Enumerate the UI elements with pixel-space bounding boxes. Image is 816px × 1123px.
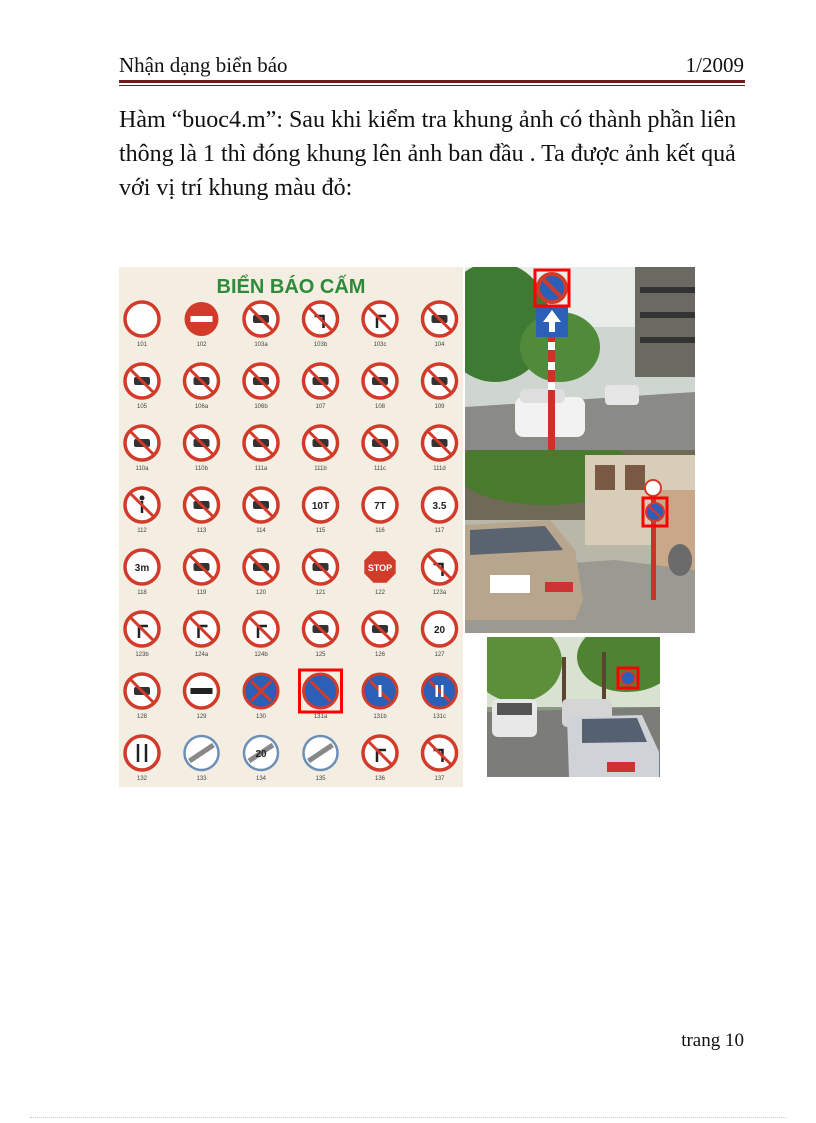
sign-125 bbox=[304, 612, 338, 658]
sign-text: 10T bbox=[311, 501, 330, 512]
sign-code: 113 bbox=[196, 528, 207, 534]
sign-121 bbox=[304, 550, 338, 596]
sign-code: 111a bbox=[254, 466, 268, 472]
sign-code: 123b bbox=[135, 652, 149, 658]
sign-code: 107 bbox=[315, 404, 326, 410]
sign-113 bbox=[185, 488, 219, 534]
sign-text: STOP bbox=[367, 563, 393, 573]
sign-code: 115 bbox=[315, 528, 326, 534]
sign-124b bbox=[244, 612, 278, 658]
sign-text: 20 bbox=[255, 749, 267, 760]
sign-131c bbox=[423, 674, 457, 720]
sign-110b bbox=[185, 426, 219, 472]
sign-chart-svg bbox=[119, 267, 463, 787]
sign-134 bbox=[244, 736, 278, 782]
sign-111a bbox=[244, 426, 278, 472]
sign-code: 104 bbox=[434, 342, 445, 348]
sign-chart bbox=[119, 267, 463, 787]
sign-code: 111c bbox=[373, 466, 387, 472]
sign-106b bbox=[244, 364, 278, 410]
sign-132 bbox=[125, 736, 159, 782]
sign-code: 121 bbox=[315, 590, 326, 596]
sign-122 bbox=[364, 551, 395, 596]
sign-106a bbox=[185, 364, 219, 410]
sign-101 bbox=[125, 302, 159, 348]
sign-code: 112 bbox=[137, 528, 147, 534]
sign-code: 105 bbox=[136, 404, 148, 410]
sign-code: 133 bbox=[196, 776, 207, 782]
sign-137 bbox=[423, 736, 457, 782]
sign-code: 101 bbox=[136, 342, 148, 348]
sign-code: 124a bbox=[194, 652, 209, 658]
sign-code: 102 bbox=[196, 342, 207, 348]
footer-dotted-line bbox=[30, 1117, 786, 1118]
sign-136 bbox=[363, 736, 397, 782]
sign-text: 7T bbox=[374, 501, 386, 512]
sign-128 bbox=[125, 674, 159, 720]
sign-code: 134 bbox=[255, 776, 267, 782]
result-figure bbox=[119, 267, 695, 787]
sign-code: 123a bbox=[432, 590, 447, 596]
body-paragraph: Hàm “buoc4.m”: Sau khi kiểm tra khung ảnh có thành phần liên thông là 1 thì đóng khung lên ảnh ban đầu . Ta được ảnh kết quả với vị trí khung màu đỏ: bbox=[119, 107, 737, 201]
sign-130 bbox=[244, 674, 278, 720]
sign-code: 120 bbox=[255, 590, 267, 596]
sign-code: 118 bbox=[137, 590, 147, 596]
sign-code: 103c bbox=[373, 342, 387, 348]
sign-code: 103b bbox=[313, 342, 328, 348]
sign-115 bbox=[304, 488, 338, 534]
sign-103c bbox=[363, 302, 397, 348]
sign-111d bbox=[423, 426, 457, 472]
header-date: 1/2009 bbox=[685, 53, 744, 77]
sign-code: 130 bbox=[255, 714, 267, 720]
sign-133 bbox=[185, 736, 219, 782]
sign-102 bbox=[185, 302, 219, 348]
photo-road-traffic bbox=[487, 637, 660, 777]
sign-chart-title: BIỂN BÁO CẤM bbox=[216, 276, 366, 298]
sign-116 bbox=[363, 488, 397, 534]
sign-129 bbox=[185, 674, 219, 720]
sign-code: 131c bbox=[432, 714, 447, 720]
sign-107 bbox=[304, 364, 338, 410]
sign-123a bbox=[423, 550, 457, 596]
sign-114 bbox=[244, 488, 278, 534]
sign-code: 109 bbox=[434, 404, 445, 410]
sign-code: 132 bbox=[136, 776, 148, 782]
sign-code: 137 bbox=[434, 776, 445, 782]
sign-120 bbox=[244, 550, 278, 596]
sign-131b bbox=[363, 674, 397, 720]
sign-124a bbox=[185, 612, 219, 658]
sign-text: 3.5 bbox=[432, 501, 447, 512]
header-rule-thin bbox=[119, 85, 745, 86]
sign-code: 108 bbox=[374, 404, 386, 410]
page-number: trang 10 bbox=[681, 1030, 744, 1051]
sign-code: 116 bbox=[375, 528, 385, 534]
sign-code: 127 bbox=[434, 652, 445, 658]
sign-code: 129 bbox=[196, 714, 207, 720]
sign-119 bbox=[185, 550, 219, 596]
sign-code: 125 bbox=[315, 652, 326, 658]
sign-code: 110b bbox=[195, 466, 208, 472]
header-rule-thick bbox=[119, 80, 745, 83]
sign-code: 103a bbox=[254, 342, 268, 348]
sign-103b bbox=[304, 302, 338, 348]
header-title: Nhận dạng biển báo bbox=[119, 53, 288, 77]
sign-code: 106a bbox=[194, 404, 209, 410]
sign-text: 20 bbox=[433, 625, 446, 636]
sign-127 bbox=[423, 612, 457, 658]
sign-code: 119 bbox=[196, 590, 207, 596]
sign-code: 131a bbox=[313, 714, 328, 720]
sign-code: 111d bbox=[433, 466, 446, 472]
sign-code: 106b bbox=[254, 404, 268, 410]
sign-code: 131b bbox=[373, 714, 387, 720]
sign-117 bbox=[423, 488, 457, 534]
sign-code: 122 bbox=[374, 590, 386, 596]
sign-code: 135 bbox=[315, 776, 326, 782]
sign-105 bbox=[125, 364, 159, 410]
photo-street-pole bbox=[465, 267, 695, 450]
sign-code: 126 bbox=[374, 652, 386, 658]
sign-111c bbox=[363, 426, 397, 472]
sign-code: 136 bbox=[374, 776, 386, 782]
sign-code: 114 bbox=[256, 528, 266, 534]
sign-text: 3m bbox=[134, 563, 150, 574]
sign-135 bbox=[304, 736, 338, 782]
sign-131a bbox=[300, 670, 342, 720]
sign-126 bbox=[363, 612, 397, 658]
photo-sidewalk-car bbox=[465, 450, 695, 633]
sign-104 bbox=[423, 302, 457, 348]
sign-109 bbox=[423, 364, 457, 410]
sign-123b bbox=[125, 612, 159, 658]
sign-112 bbox=[125, 488, 159, 534]
sign-code: 128 bbox=[136, 714, 148, 720]
sign-code: 124b bbox=[254, 652, 268, 658]
sign-code: 110a bbox=[135, 466, 149, 472]
sign-110a bbox=[125, 426, 159, 472]
sign-code: 111b bbox=[314, 466, 327, 472]
sign-108 bbox=[363, 364, 397, 410]
sign-111b bbox=[304, 426, 338, 472]
sign-code: 117 bbox=[434, 528, 445, 534]
sign-103a bbox=[244, 302, 278, 348]
sign-118 bbox=[125, 550, 159, 596]
